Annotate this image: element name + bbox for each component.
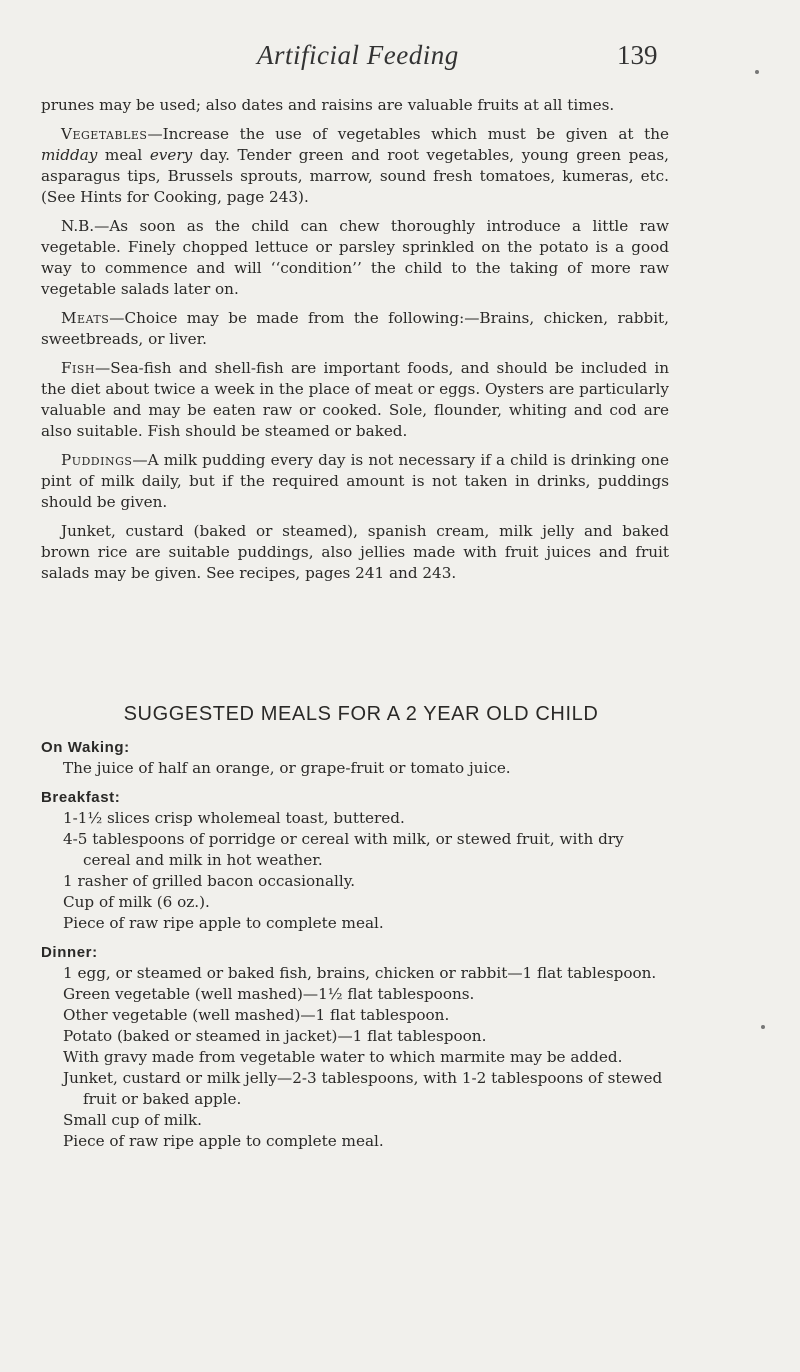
meal-breakfast	[41, 787, 671, 934]
meal-item: Piece of raw ripe apple to complete meal.	[63, 914, 384, 932]
lead-puddings: Puddings	[61, 451, 133, 469]
paragraph-nb: N.B.—As soon as the child can chew thoroughly introduce a little raw vegetable. Finely chopped lettuce or parsley sprinkled on the potato is a good way to commence and will ‘‘condition’’ the child to the taking of more raw vegetable salads later on.	[41, 217, 669, 298]
meal-label: Breakfast:	[41, 789, 121, 806]
meal-item: Small cup of milk.	[63, 1111, 202, 1129]
page-number: 139	[617, 40, 658, 70]
meal-item: With gravy made from vegetable water to which marmite may be added.	[63, 1048, 623, 1066]
meal-item: 1-1½ slices crisp wholemeal toast, buttered.	[63, 809, 405, 827]
meal-item: 1 egg, or steamed or baked fish, brains, chicken or rabbit—1 flat tablespoon.	[63, 964, 657, 982]
paragraph-meats: Meats—Choice may be made from the following:—Brains, chicken, rabbit, sweetbreads, or liver.	[41, 309, 669, 348]
running-title: Artificial Feeding	[257, 40, 459, 70]
paragraph-prunes: prunes may be used; also dates and raisins are valuable fruits at all times.	[41, 96, 615, 114]
lead-meats: Meats	[61, 309, 110, 327]
section-heading: SUGGESTED MEALS FOR A 2 YEAR OLD CHILD	[123, 703, 599, 725]
lead-nb: N.B.	[61, 217, 95, 235]
meal-label: Dinner:	[41, 944, 98, 961]
meal-item: 4-5 tablespoons of porridge or cereal with milk, or stewed fruit, with dry cereal and milk in hot weather.	[63, 830, 624, 869]
meal-item: Cup of milk (6 oz.).	[63, 893, 210, 911]
paragraph-fish: Fish—Sea-fish and shell-fish are important foods, and should be included in the diet about twice a week in the place of meat or eggs. Oysters are particularly valuable and may be eaten raw or cooked. Sole, flounder, whiting and cod are also suitable. Fish should be steamed or baked.	[41, 359, 669, 440]
meal-dinner	[41, 942, 671, 1152]
paragraph-puddings: Puddings—A milk pudding every day is not necessary if a child is drinking one pint of milk daily, but if the required amount is not taken in drinks, puddings should be given.	[41, 451, 669, 511]
meal-item: Potato (baked or steamed in jacket)—1 flat tablespoon.	[63, 1027, 487, 1045]
speck-mark	[761, 1025, 765, 1029]
running-header	[0, 40, 800, 80]
meal-item: Piece of raw ripe apple to complete meal.	[63, 1132, 384, 1150]
lead-vegetables: Vegetables	[61, 125, 148, 143]
meal-item: Junket, custard or milk jelly—2-3 tablespoons, with 1-2 tablespoons of stewed fruit or baked apple.	[63, 1069, 663, 1108]
lead-fish: Fish	[61, 359, 96, 377]
meal-item: 1 rasher of grilled bacon occasionally.	[63, 872, 356, 890]
paragraph-vegetables: Vegetables—Increase the use of vegetables which must be given at the midday meal every day. Tender green and root vegetables, young green peas, asparagus tips, Brussels sprouts, marrow, sound fresh tomatoes, kumeras, etc. (See Hints for Cooking, page 243).	[41, 125, 669, 206]
meal-item: Green vegetable (well mashed)—1½ flat tablespoons.	[63, 985, 475, 1003]
paragraph-junket: Junket, custard (baked or steamed), spanish cream, milk jelly and baked brown rice are suitable puddings, also jellies made with fruit juices and fruit salads may be given. See recipes, pages 241 and 243.	[41, 522, 669, 582]
meal-item: Other vegetable (well mashed)—1 flat tablespoon.	[63, 1006, 450, 1024]
meal-label: On Waking:	[41, 739, 130, 756]
meal-on-waking	[41, 737, 671, 779]
speck-mark	[755, 70, 759, 74]
body-text	[41, 95, 669, 592]
meal-item: The juice of half an orange, or grape-fruit or tomato juice.	[63, 759, 511, 777]
meal-plan	[41, 737, 671, 1160]
